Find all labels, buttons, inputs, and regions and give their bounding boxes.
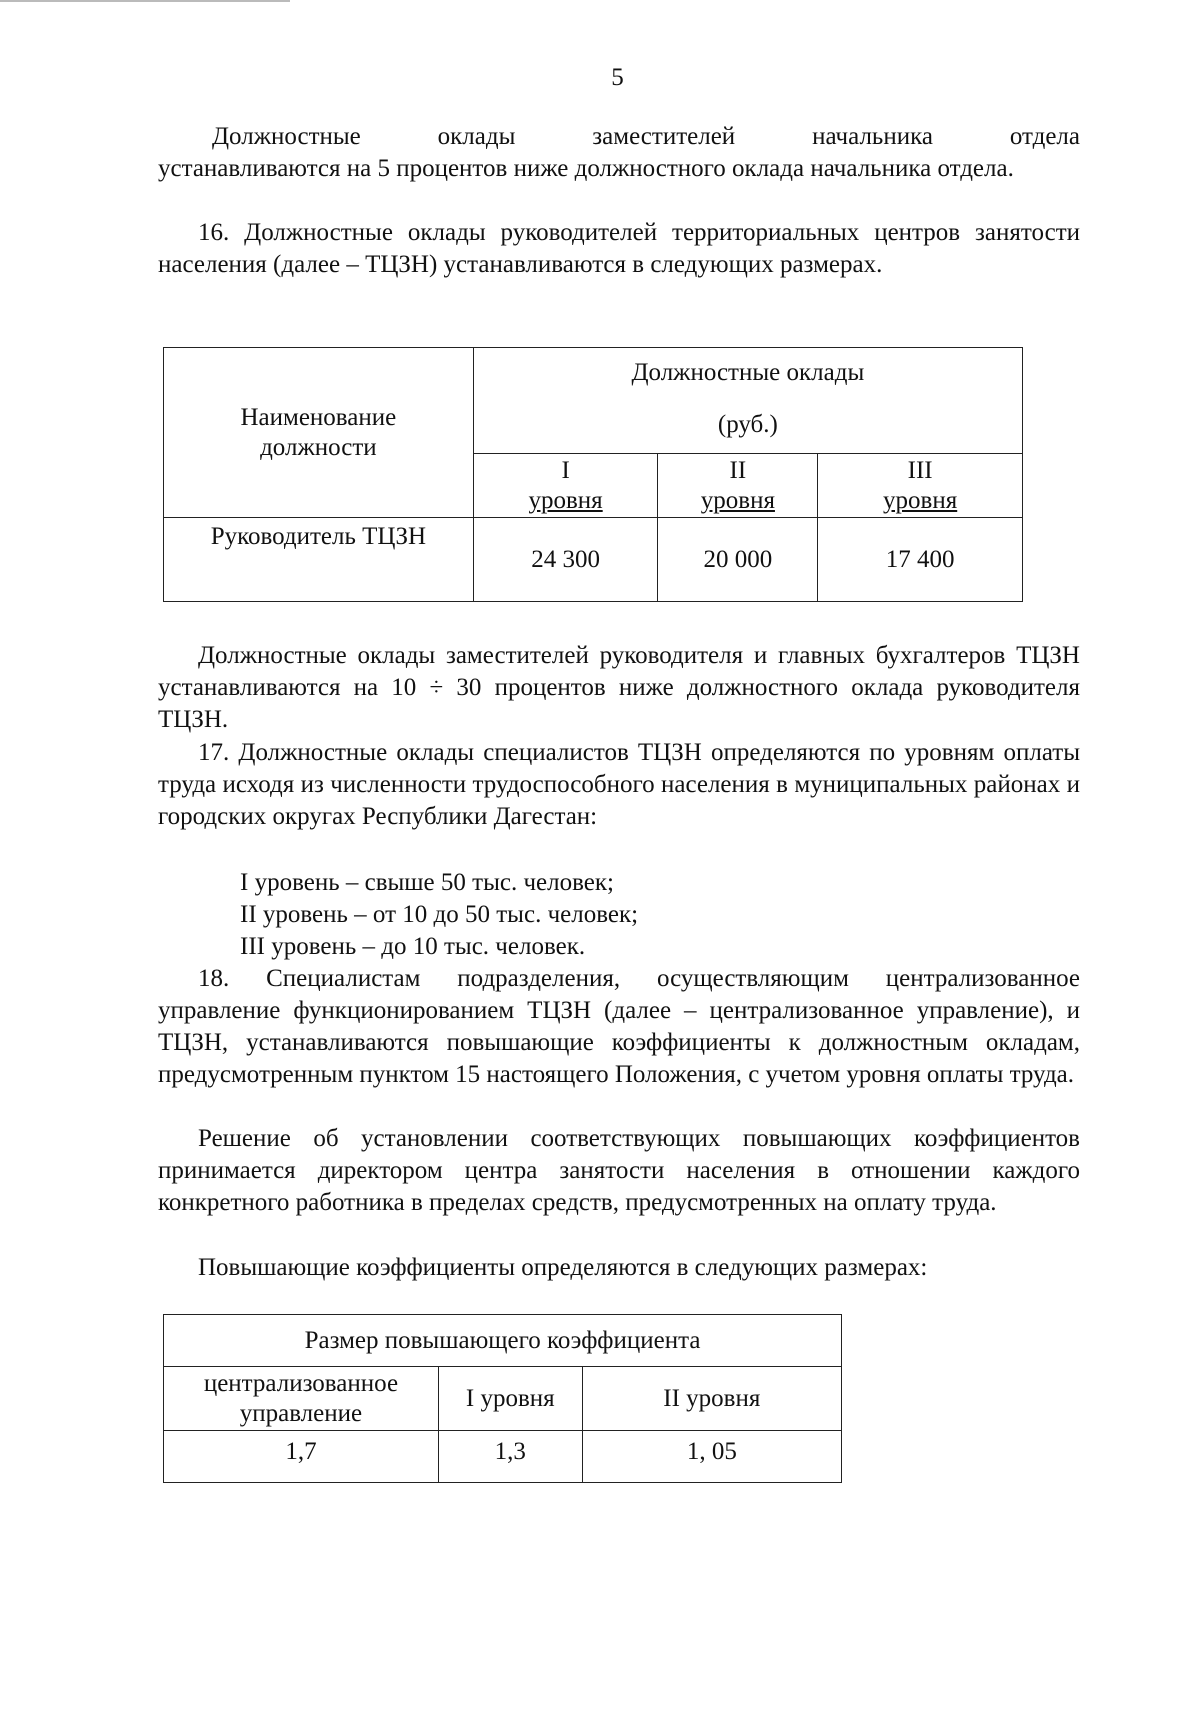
salary-level-2-cell: 20 000	[658, 518, 818, 602]
level-1-header	[473, 454, 658, 518]
column-level-2: II уровня	[582, 1367, 841, 1431]
scan-edge-line	[0, 0, 290, 2]
column-centralized-label: централизованное управление	[203, 1369, 399, 1427]
column-centralized	[164, 1367, 439, 1431]
level-2-header	[658, 454, 818, 518]
level-1-numeral: I	[561, 456, 570, 484]
coefficient-table	[163, 1314, 842, 1483]
salary-header-unit: (руб.)	[717, 411, 778, 438]
level-1-word: уровня	[528, 486, 603, 514]
level-2-numeral: II	[729, 456, 747, 484]
paragraph-1-line-1: Должностные оклады заместителей начальника отдела	[212, 123, 1080, 150]
paragraph-coefficients-intro: Повышающие коэффициенты определяются в следующих размерах:	[198, 1254, 928, 1281]
coef-level-1-cell: 1,3	[438, 1431, 582, 1483]
position-name-cell: Руководитель ТЦЗН	[164, 518, 474, 602]
position-name-header-text: Наименование должности	[240, 403, 397, 461]
level-3-numeral: III	[907, 456, 933, 484]
paragraph-16: 16. Должностные оклады руководителей территориальных центров занятости населения (далее – ТЦЗН) устанавливаются в следующих размерах.	[158, 219, 1080, 278]
coef-centralized-cell: 1,7	[164, 1431, 439, 1483]
salary-header	[473, 348, 1022, 454]
level-item: III уровень – до 10 тыс. человек.	[240, 933, 586, 960]
paragraph-deputies: Должностные оклады заместителей руководителя и главных бухгалтеров ТЦЗН устанавливаются на 10 ÷ 30 процентов ниже должностного оклада руководителя ТЦЗН.	[158, 642, 1080, 733]
table-row	[164, 1431, 842, 1483]
coef-level-2-cell: 1, 05	[582, 1431, 841, 1483]
paragraph-17: 17. Должностные оклады специалистов ТЦЗН определяются по уровням оплаты труда исходя из численности трудоспособного населения в муниципальных районах и городских округах Республики Дагестан:	[158, 739, 1080, 830]
salary-table	[163, 347, 1023, 602]
paragraph-18: 18. Специалистам подразделения, осуществляющим централизованное управление функционированием ТЦЗН (далее – централизованное управление), и ТЦЗН, устанавливаются повышающие коэффициенты к должностным окладам, предусмотренным пунктом 15 настоящего Положения, с учетом уровня оплаты труда.	[158, 965, 1080, 1088]
coefficient-table-header: Размер повышающего коэффициента	[164, 1315, 842, 1367]
column-level-1: I уровня	[438, 1367, 582, 1431]
salary-level-1-cell: 24 300	[473, 518, 658, 602]
level-3-word: уровня	[883, 486, 958, 514]
salary-level-3-cell: 17 400	[818, 518, 1023, 602]
level-item: I уровень – свыше 50 тыс. человек;	[240, 869, 614, 896]
paragraph-decision: Решение об установлении соответствующих повышающих коэффициентов принимается директором центра занятости населения в отношении каждого конкретного работника в пределах средств, предусмотренных на оплату труда.	[158, 1125, 1080, 1216]
table-row	[164, 518, 1023, 602]
page-number: 5	[611, 64, 624, 91]
paragraph-1-continuation: устанавливаются на 5 процентов ниже должностного оклада начальника отдела.	[158, 155, 1014, 182]
level-item: II уровень – от 10 до 50 тыс. человек;	[240, 901, 639, 928]
position-name-header	[164, 348, 474, 518]
level-2-word: уровня	[700, 486, 775, 514]
level-3-header	[818, 454, 1023, 518]
salary-header-title: Должностные оклады	[631, 359, 865, 386]
